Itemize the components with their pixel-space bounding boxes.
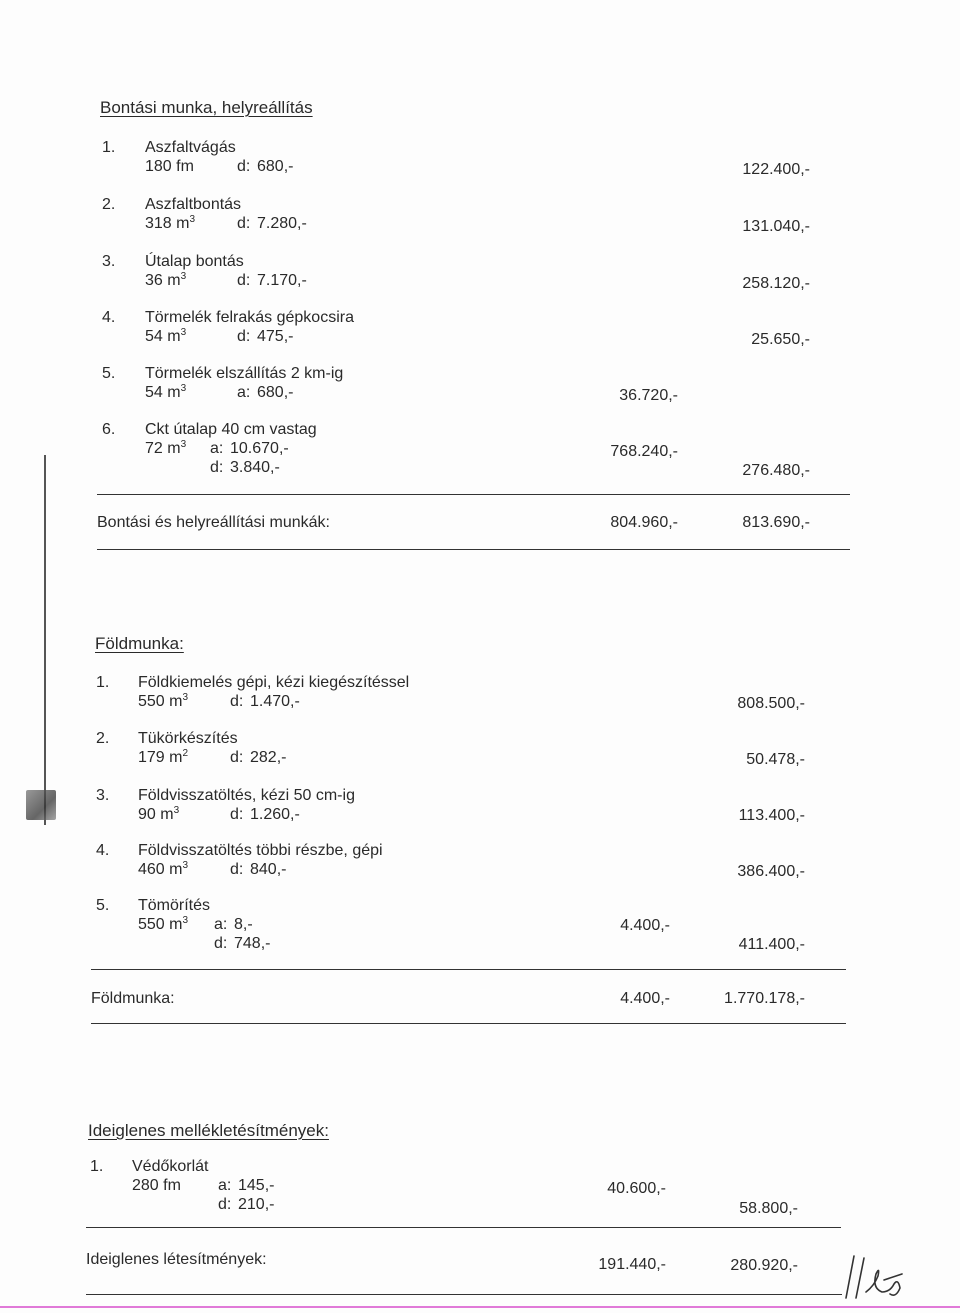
rate-label: a: <box>210 440 224 457</box>
item-name: Törmelék felrakás gépkocsira <box>145 309 354 326</box>
item-name: Törmelék elszállítás 2 km-ig <box>145 365 344 382</box>
divider <box>97 494 850 495</box>
rate-value: 840,- <box>250 861 287 878</box>
item-total: 25.650,- <box>751 331 810 348</box>
rate-value: 145,- <box>238 1177 275 1194</box>
rate-value: 680,- <box>257 158 294 175</box>
item-name: Tömörítés <box>138 897 211 914</box>
section-total-subtotal: 4.400,- <box>620 990 670 1007</box>
item-name: Földkiemelés gépi, kézi kiegészítéssel <box>138 674 410 691</box>
item-name: Aszfaltvágás <box>145 139 236 156</box>
rate-value: 475,- <box>257 328 294 345</box>
rate-label: d: <box>214 935 228 952</box>
item-number: 5. <box>102 365 116 382</box>
rate-label: d: <box>230 861 244 878</box>
item-name: Földvisszatöltés, kézi 50 cm-ig <box>138 787 355 804</box>
item-quantity: 54 $m^3$ <box>145 327 187 345</box>
item-subtotal: 36.720,- <box>619 387 678 404</box>
scan-margin-line <box>44 455 46 825</box>
item-name: Útalap bontás <box>145 253 244 270</box>
item-total: 58.800,- <box>739 1200 798 1217</box>
section-total-amount: 280.920,- <box>730 1257 798 1274</box>
item-quantity: 54 $m^3$ <box>145 383 187 401</box>
item-total: 411.400,- <box>738 936 805 953</box>
rate-label: d: <box>237 158 251 175</box>
item-total: 122.400,- <box>742 161 810 178</box>
rate-value: 8,- <box>234 916 253 933</box>
item-total: 276.480,- <box>742 462 810 479</box>
rate-label: d: <box>230 693 244 710</box>
rate-value: 282,- <box>250 749 287 766</box>
item-total: 50.478,- <box>746 751 805 768</box>
rate-value: 7.280,- <box>257 215 307 232</box>
section-total-subtotal: 191.440,- <box>598 1256 666 1273</box>
rate-label: d: <box>230 749 244 766</box>
item-quantity: 180 fm <box>145 158 194 175</box>
item-number: 3. <box>102 253 116 270</box>
rate-value: 210,- <box>238 1196 275 1213</box>
rate-value: 748,- <box>234 935 271 952</box>
item-total: 131.040,- <box>742 218 810 235</box>
rate-label: d: <box>237 215 251 232</box>
item-number: 6. <box>102 421 116 438</box>
rate-label: d: <box>210 459 224 476</box>
item-quantity: 280 fm <box>132 1177 181 1194</box>
item-total: 113.400,- <box>738 807 805 824</box>
section-title-bontasi: Bontási munka, helyreállítás <box>100 98 313 117</box>
item-subtotal: 40.600,- <box>607 1180 666 1197</box>
rate-label: d: <box>237 328 251 345</box>
rate-value: 1.260,- <box>250 806 300 823</box>
section-total-label: Bontási és helyreállítási munkák: <box>97 514 330 531</box>
item-subtotal: 768.240,- <box>610 443 678 460</box>
page-bottom-border <box>0 1306 960 1308</box>
item-total: 808.500,- <box>737 695 805 712</box>
section-total-subtotal: 804.960,- <box>610 514 678 531</box>
item-subtotal: 4.400,- <box>620 917 670 934</box>
section-total-label: Ideiglenes létesítmények: <box>86 1251 267 1268</box>
rate-value: 7.170,- <box>257 272 307 289</box>
item-number: 5. <box>96 897 110 914</box>
item-quantity: 36 $m^3$ <box>145 271 187 289</box>
item-number: 2. <box>102 196 116 213</box>
rate-value: 1.470,- <box>250 693 300 710</box>
item-number: 4. <box>102 309 116 326</box>
item-quantity: 318 $m^3$ <box>145 214 196 232</box>
divider <box>97 549 850 550</box>
item-quantity: 550 $m^3$ <box>138 692 189 710</box>
item-quantity: 90 $m^3$ <box>138 805 180 823</box>
item-number: 1. <box>102 139 116 156</box>
item-quantity: 550 $m^3$ <box>138 915 189 933</box>
rate-label: a: <box>214 916 228 933</box>
item-name: Aszfaltbontás <box>145 196 242 213</box>
item-name: Földvisszatöltés többi részbe, gépi <box>138 842 383 859</box>
item-quantity: 72 $m^3$ <box>145 439 187 457</box>
scan-margin-mark <box>26 790 56 820</box>
item-quantity: 460 $m^3$ <box>138 860 189 878</box>
item-name: Védőkorlát <box>132 1158 209 1175</box>
item-total: 386.400,- <box>737 863 805 880</box>
handwritten-signature-icon <box>840 1252 910 1307</box>
section-title-ideiglenes: Ideiglenes mellékletésítmények: <box>88 1121 329 1140</box>
item-number: 1. <box>96 674 110 691</box>
section-total-amount: 1.770.178,- <box>724 990 805 1007</box>
rate-value: 3.840,- <box>230 459 280 476</box>
item-number: 1. <box>90 1158 104 1175</box>
item-name: Tükörkészítés <box>138 730 238 747</box>
rate-label: d: <box>218 1196 232 1213</box>
rate-value: 680,- <box>257 384 294 401</box>
rate-label: a: <box>237 384 251 401</box>
rate-label: d: <box>230 806 244 823</box>
section-title-foldmunka: Földmunka: <box>95 634 184 653</box>
divider <box>86 1294 842 1295</box>
rate-label: a: <box>218 1177 232 1194</box>
item-number: 2. <box>96 730 110 747</box>
item-quantity: 179 $m^2$ <box>138 748 189 766</box>
divider <box>91 969 846 970</box>
divider <box>86 1227 841 1228</box>
section-total-label: Földmunka: <box>91 990 175 1007</box>
item-name: Ckt útalap 40 cm vastag <box>145 421 317 438</box>
item-total: 258.120,- <box>742 275 810 292</box>
rate-label: d: <box>237 272 251 289</box>
item-number: 4. <box>96 842 110 859</box>
section-total-amount: 813.690,- <box>742 514 810 531</box>
rate-value: 10.670,- <box>230 440 289 457</box>
divider <box>91 1023 846 1024</box>
item-number: 3. <box>96 787 110 804</box>
